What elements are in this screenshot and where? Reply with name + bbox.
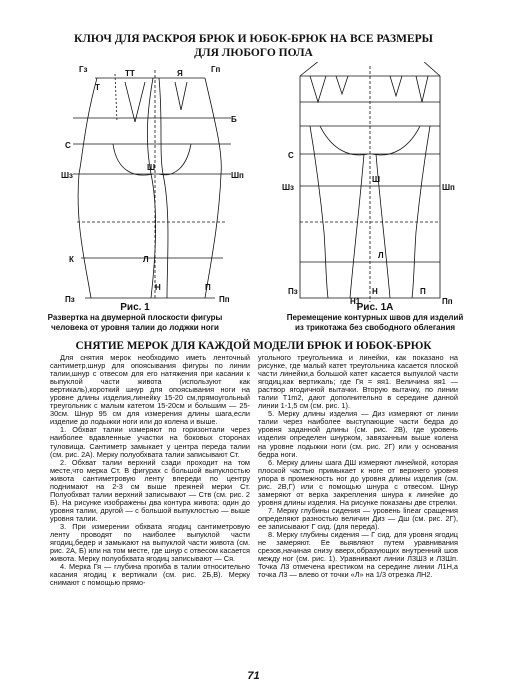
- paragraph: 8. Мерку глубины сидения — Г сид. для уровня ягодиц не замеряют. Ее выявляют путем уравнивания срезов,начиная снизу вверх,образующих внутренний шов между ног (см. рис. 1). Уравнивают линии Л3Ш3 и Л3Шп. Точка Л3 отмечена крестиком на середине линии Л1Н,а точка Л3 — влево от точки «Л» на 1/3 отрезка ЛН2.: [258, 530, 458, 580]
- text-column-left: [50, 354, 250, 587]
- figure-1-caption: [15, 303, 255, 333]
- fig1-label-shz: Шз: [61, 171, 74, 180]
- paragraph: 3. При измерении обхвата ягодиц сантиметровую ленту проводят по наиболее выпуклой части ягодиц,бедер и замыкают на выпуклой части живота (см. рис. 2А, Б) или на том месте, где шнур с отвесом касается живота. Мерку полуобхвата ягодиц записывают — Ся.: [50, 521, 250, 564]
- fig1-label-l: Л: [143, 255, 149, 264]
- figure-1a-number: Рис. 1А: [356, 302, 394, 313]
- figure-1a-caption-line1: Перемещение контурных швов для изделий: [286, 313, 464, 322]
- fig1-label-pp: Пп: [219, 295, 230, 304]
- fig1-label-pz: Пз: [65, 295, 75, 304]
- paragraph: Для снятия мерок необходимо иметь ленточный сантиметр,шнур для опоясывания фигуры по линии талии,шнур с отвесом для его натяжения при касании к выпуклой части живота (используют как вертикаль),короткий шнур для опоясывания ноги на уровне длины изделия,линейку 15-20 см,прямоугольный треугольник с малым катетом 15-20см и большим — 25-30см. Шнур 95 см для измерения длины шага,если изделие до лодыжки ноги или до колена и выше.: [50, 353, 250, 427]
- fig1-label-gp: Гп: [211, 65, 221, 74]
- paragraph: 4. Мерка Гя — глубина прогиба в талии относительно касания ягодиц к вертикали (см. рис. 2Б,В). Мерку снимают с помощью прямо-: [50, 562, 250, 588]
- fig1a-label-sh: Ш: [372, 175, 381, 184]
- fig1a-label-pz: Пз: [288, 287, 298, 296]
- paragraph: 5. Мерку длины изделия — Диз измеряют от линии талии через наиболее выступающие части бедра до уровня заданной длины (см. рис. 2В), где уровень изделия определен шнурком, завязанным выше колена на уровне лодыжки ноги (см. рис. 2Г) или у основания бедра ноги.: [258, 409, 458, 459]
- fig1-label-ya: Я: [177, 69, 183, 78]
- figure-1-number: Рис. 1: [120, 302, 150, 313]
- text-column-right: [258, 354, 458, 579]
- figure-1-caption-line2: человека от уровня талии до лоджки ноги: [51, 323, 219, 332]
- fig1a-label-shp: Шп: [442, 183, 455, 192]
- fig1-label-shp: Шп: [231, 171, 244, 180]
- paragraph: 7. Мерку глубины сидения — уровень linear сращения определяют разностью величин Диз — Дш (см. рис. 2Г), ее записывают Г сид. (для переда).: [258, 505, 458, 531]
- figure-1a-caption: [255, 303, 495, 333]
- fig1-label-t: Т: [95, 83, 100, 92]
- page-title-line2: ДЛЯ ЛЮБОГО ПОЛА: [194, 47, 313, 59]
- fig1-label-c: С: [65, 141, 71, 150]
- paragraph: 6. Мерку длины шага ДШ измеряют линейкой, которая плоской частью примыкает к ноге от верхнего уровня упора в промежность ног до уровня длины изделия (см. рис. 2В,Г) или с помощью шнура с отвесом. Шнур замеряют от верха закрепления шнура к линейке до уровня длины изделия. На рисунке показаны две стрелки.: [258, 457, 458, 507]
- fig1-label-p: П: [205, 283, 211, 292]
- fig1-label-b: Б: [231, 115, 237, 124]
- fig1a-label-n: Н: [372, 287, 378, 296]
- fig1-label-gz: Гз: [79, 65, 88, 74]
- fig1-label-tt: ТТ: [125, 69, 135, 78]
- fig1-label-n: Н: [155, 283, 161, 292]
- figure-1a-caption-line2: из трикотажа без свободного облегания: [294, 323, 456, 332]
- section-heading: СНЯТИЕ МЕРОК ДЛЯ КАЖДОЙ МОДЕЛИ БРЮК И ЮБОК-БРЮК: [75, 340, 432, 352]
- page-title-line1: КЛЮЧ ДЛЯ РАСКРОЯ БРЮК И ЮБОК-БРЮК НА ВСЕ РАЗМЕРЫ: [74, 33, 433, 45]
- fig1a-label-pp: Пп: [442, 297, 453, 304]
- fig1-label-sh: Ш: [147, 163, 156, 172]
- page-title: [0, 32, 507, 60]
- fig1a-label-n1: Н1: [350, 297, 361, 304]
- paragraph: 2. Обхват талии верхний сзади проходит на том месте,что мерка Ст. В фигурах с большой выпуклостью живота сантиметровую ленту впереди по центру поднимают на 2-3 см выше прежней мерки Ст. Полуобхват талии верхний записывают — Ств (см. рис. 2 Б). На рисунке изображены два контура живота: один до уровня талии, другой — с большой выпуклостью — выше уровня талии.: [50, 457, 250, 523]
- paragraph: угольного треугольника и линейки, как показано на рисунке, где малый катет треугольника касается плоской части линейки,а большой катет касается выпуклой части ягодиц,как вертикаль; где Гя = яя1. Величина яя1 — раствор ягодичной вытачки. Вторую вытачку, по линии талии Т1m2, дают дополнительно в середине данной линии 1-1,5 см (см. рис. 1).: [258, 353, 458, 411]
- fig1a-label-c: С: [288, 151, 294, 160]
- fig1-label-k: К: [69, 255, 74, 264]
- figure-1-caption-line1: Развертка на двумерной плоскости фигуры: [47, 313, 223, 322]
- figure-1a-drawing: [280, 62, 460, 304]
- fig1a-label-l: Л: [378, 251, 384, 260]
- page-number: 71: [247, 670, 260, 682]
- fig1a-label-shz: Шз: [282, 183, 295, 192]
- figure-1-drawing: [55, 62, 250, 304]
- paragraph: 1. Обхват талии измеряют по горизонтали через наиболее вдавленные участки на боковых сторонах туловища. Сантиметр замыкает у центра переда талии (см. рис. 2А). Мерку полуобхвата талии записывают Ст.: [50, 425, 250, 459]
- fig1a-label-p: П: [420, 287, 426, 296]
